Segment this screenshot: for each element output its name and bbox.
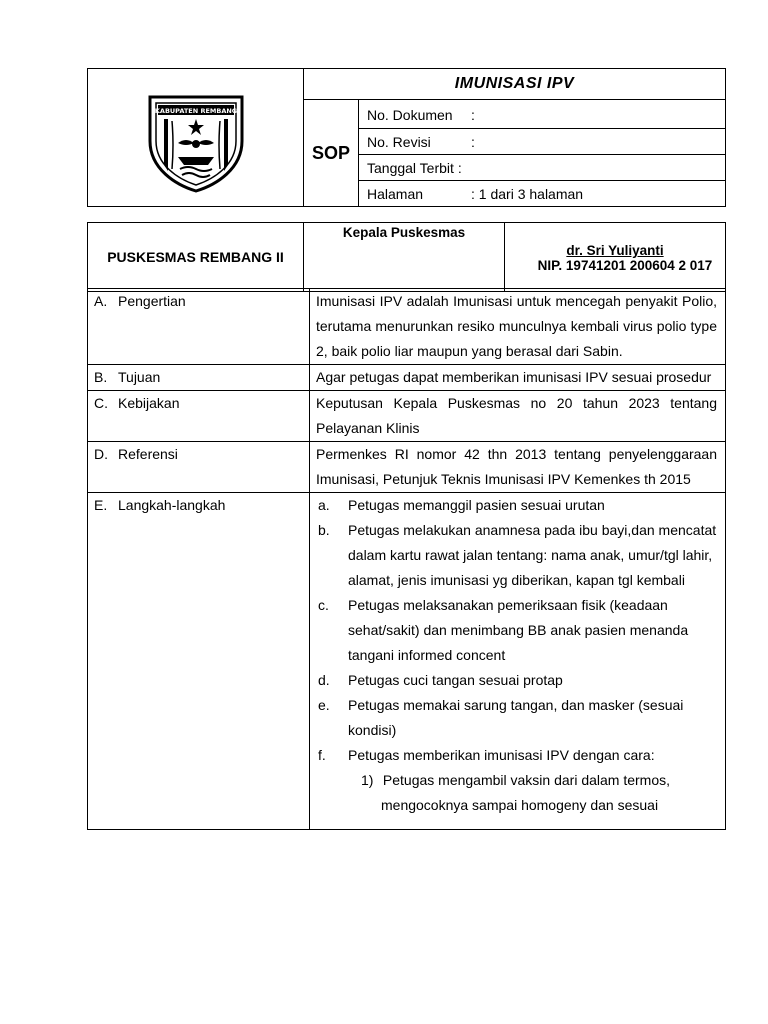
section-title: Referensi [118,446,178,462]
step-text: Petugas memakai sarung tangan, dan masker (sesuai kondisi) [348,697,684,738]
meta-label: Tanggal Terbit [367,160,454,176]
section-body: Permenkes RI nomor 42 thn 2013 tentang penyelenggaraan Imunisasi, Petunjuk Teknis Imunisasi IPV Kemenkes th 2015 [310,442,726,493]
step-item [316,693,717,743]
section-letter: C. [94,395,108,411]
steps-cell [310,493,726,830]
svg-text:KABUPATEN REMBANG: KABUPATEN REMBANG [154,106,237,115]
section-letter: E. [94,497,108,513]
step-item [316,668,717,693]
section-heading [88,493,310,830]
kepala-name: dr. Sri Yuliyanti [566,243,664,258]
meta-label: No. Revisi [367,134,431,150]
meta-value: : [471,134,475,150]
meta-row-tanggal-terbit [359,155,726,181]
unit-name: PUSKESMAS REMBANG II [88,223,304,292]
section-row [88,442,726,493]
step-text: Petugas memberikan imunisasi IPV dengan cara: [348,747,655,763]
step-mark: b. [318,522,330,538]
step-mark: e. [318,697,330,713]
step-text: Petugas memanggil pasien sesuai urutan [348,497,605,513]
logo-cell [88,69,304,207]
step-mark: d. [318,672,330,688]
section-title: Tujuan [118,369,161,385]
sop-content-table [87,288,726,830]
section-letter: A. [94,293,108,309]
document-title: IMUNISASI IPV [304,69,726,100]
step-item [316,593,717,668]
steps-list [316,493,717,768]
step-item [316,493,717,518]
step-item [316,743,717,768]
step-text: Petugas melakukan anamnesa pada ibu bayi,dan mencatat dalam kartu rawat jalan tentang: nama anak, umur/tgl lahir, alamat, jenis imunisasi yg diberikan, kapan tgl kembali [348,522,717,588]
substep-line1: Petugas mengambil vaksin dari dalam termos, [382,772,671,788]
section-body: Keputusan Kepala Puskesmas no 20 tahun 2023 tentang Pelayanan Klinis [310,391,726,442]
section-row [88,365,726,391]
section-heading [88,391,310,442]
kepala-title: Kepala Puskesmas [304,223,505,292]
meta-row-no-dokumen [359,100,726,129]
step-mark: f. [318,747,326,763]
section-title: Pengertian [118,293,186,309]
section-row [88,493,726,830]
meta-value: : [471,106,475,123]
section-letter: D. [94,446,108,462]
meta-row-no-revisi [359,129,726,155]
step-text: Petugas cuci tangan sesuai protap [348,672,563,688]
substep-mark: 1) [361,772,374,788]
step-text: Petugas melaksanakan pemeriksaan fisik (keadaan sehat/sakit) dan menimbang BB anak pasien menanda tangani informed concent [348,597,689,663]
kepala-nip: NIP. 19741201 200604 2 017 [537,258,713,273]
section-body: Agar petugas dapat memberikan imunisasi IPV sesuai prosedur [310,365,726,391]
kepala-identity [505,223,726,292]
sop-header-table [87,68,726,207]
substep-item [316,768,717,793]
section-title: Langkah-langkah [118,497,226,513]
signature-table [87,222,726,292]
meta-value: : 1 dari 3 halaman [471,186,584,202]
section-heading [88,365,310,391]
section-body: Imunisasi IPV adalah Imunisasi untuk mencegah penyakit Polio, terutama menurunkan resiko munculnya kembali virus polio type 2, baik polio liar maupun yang berasal dari Sabin. [310,289,726,365]
meta-value: : [457,160,462,176]
step-mark: c. [318,597,329,613]
meta-row-halaman [359,181,726,207]
section-letter: B. [94,369,108,385]
meta-label: No. Dokumen [367,106,453,123]
section-heading [88,289,310,365]
meta-label: Halaman [367,186,424,202]
section-heading [88,442,310,493]
section-title: Kebijakan [118,395,180,411]
step-item [316,518,717,593]
step-mark: a. [318,497,330,513]
sop-label: SOP [304,100,359,207]
kabupaten-rembang-emblem [144,89,248,193]
section-row [88,289,726,365]
section-row [88,391,726,442]
substep-continuation: mengocoknya sampai homogeny dan sesuai [381,797,659,813]
